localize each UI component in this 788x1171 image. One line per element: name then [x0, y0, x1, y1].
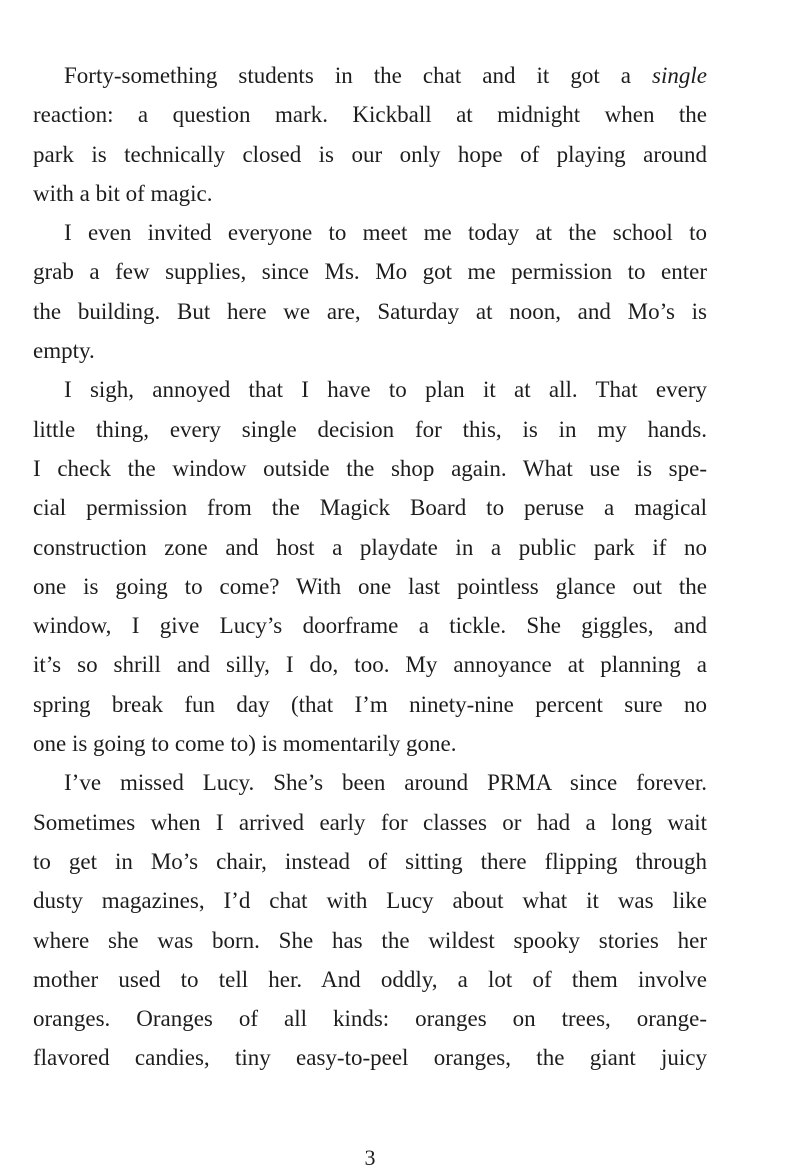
text-segment: with a bit of magic.	[33, 181, 213, 206]
text-segment: construction zone and host a playdate in a public park if no	[33, 535, 707, 560]
text-line	[33, 921, 707, 960]
text-segment: one is going to come? With one last pointless glance out the	[33, 574, 707, 599]
text-line	[33, 252, 707, 291]
text-line	[33, 331, 707, 370]
text-segment: mother used to tell her. And oddly, a lot of them involve	[33, 967, 707, 992]
text-segment: park is technically closed is our only hope of playing around	[33, 142, 707, 167]
text-line	[33, 763, 707, 802]
text-line	[33, 174, 707, 213]
text-segment: it’s so shrill and silly, I do, too. My annoyance at planning a	[33, 652, 707, 677]
text-line	[33, 960, 707, 999]
text-segment: to get in Mo’s chair, instead of sitting there flipping through	[33, 849, 707, 874]
text-segment: oranges. Oranges of all kinds: oranges on trees, orange-	[33, 1006, 707, 1031]
text-segment: spring break fun day (that I’m ninety-nine percent sure no	[33, 692, 707, 717]
text-segment: Forty-something students in the chat and it got a	[64, 63, 652, 88]
text-line	[33, 803, 707, 842]
text-line	[33, 567, 707, 606]
text-line	[33, 1038, 707, 1077]
text-line	[33, 95, 707, 134]
paragraph	[33, 213, 707, 370]
text-line	[33, 56, 707, 95]
page-text	[33, 56, 707, 1078]
text-segment: dusty magazines, I’d chat with Lucy about what it was like	[33, 888, 707, 913]
text-line	[33, 881, 707, 920]
text-line	[33, 645, 707, 684]
text-segment: I’ve missed Lucy. She’s been around PRMA since forever.	[64, 770, 707, 795]
text-line	[33, 292, 707, 331]
italic-text: single	[652, 63, 707, 88]
text-segment: Sometimes when I arrived early for classes or had a long wait	[33, 810, 707, 835]
paragraph	[33, 763, 707, 1077]
paragraph	[33, 370, 707, 763]
text-segment: I check the window outside the shop again. What use is spe-	[33, 456, 707, 481]
text-segment: window, I give Lucy’s doorframe a tickle. She giggles, and	[33, 613, 707, 638]
text-line	[33, 488, 707, 527]
page-number: 3	[33, 1145, 707, 1171]
text-segment: empty.	[33, 338, 95, 363]
paragraph	[33, 56, 707, 213]
text-line	[33, 842, 707, 881]
text-line	[33, 724, 707, 763]
text-segment: I even invited everyone to meet me today at the school to	[64, 220, 707, 245]
text-segment: flavored candies, tiny easy-to-peel oranges, the giant juicy	[33, 1045, 707, 1070]
text-line	[33, 410, 707, 449]
text-line	[33, 685, 707, 724]
text-segment: grab a few supplies, since Ms. Mo got me permission to enter	[33, 259, 707, 284]
text-line	[33, 213, 707, 252]
text-line	[33, 135, 707, 174]
text-segment: reaction: a question mark. Kickball at midnight when the	[33, 102, 707, 127]
text-line	[33, 449, 707, 488]
text-segment: cial permission from the Magick Board to peruse a magical	[33, 495, 707, 520]
text-line	[33, 606, 707, 645]
text-segment: I sigh, annoyed that I have to plan it at all. That every	[64, 377, 707, 402]
text-line	[33, 528, 707, 567]
text-segment: one is going to come to) is momentarily gone.	[33, 731, 457, 756]
text-line	[33, 370, 707, 409]
text-segment: where she was born. She has the wildest spooky stories her	[33, 928, 707, 953]
text-line	[33, 999, 707, 1038]
text-segment: little thing, every single decision for this, is in my hands.	[33, 417, 707, 442]
text-segment: the building. But here we are, Saturday at noon, and Mo’s is	[33, 299, 707, 324]
